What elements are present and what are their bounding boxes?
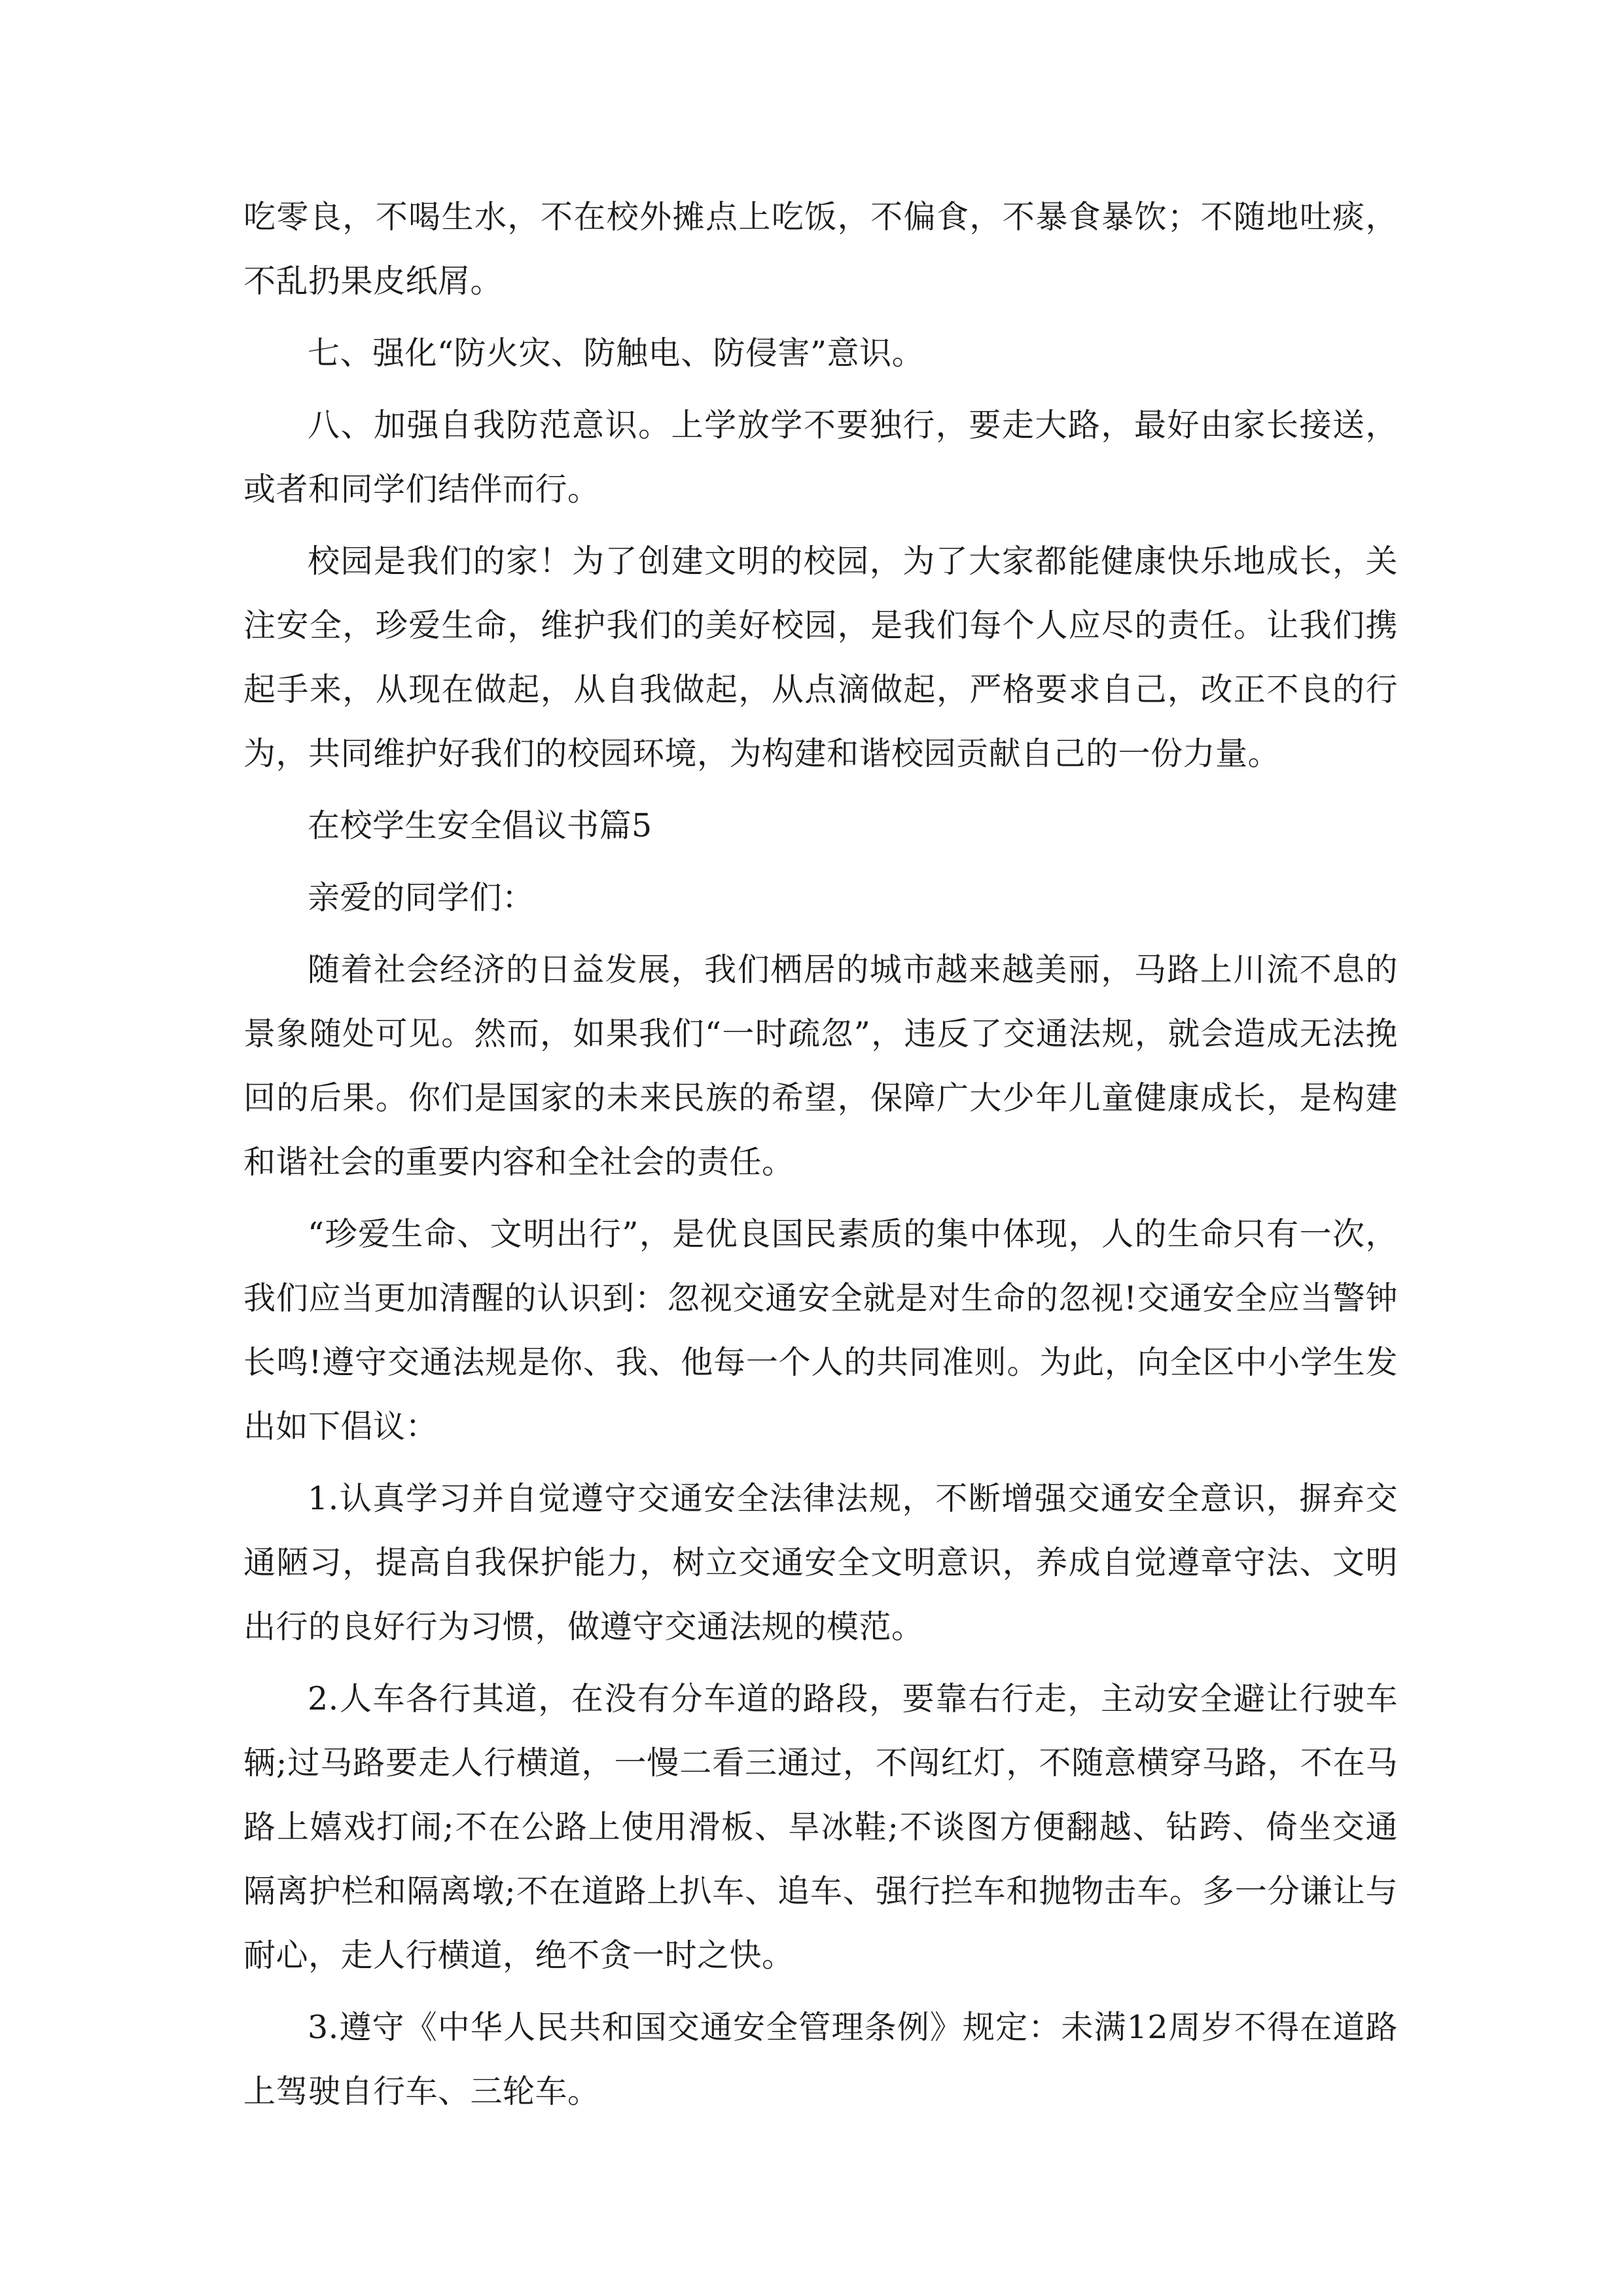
paragraph-cherish-life: “珍爱生命、文明出行”，是优良国民素质的集中体现，人的生命只有一次，我们应当更加清醒的认识到：忽视交通安全就是对生命的忽视!交通安全应当警钟长鸣!遵守交通法规是你、我、他每一个人的共同准则。为此，向全区中小学生发出如下倡议：	[243, 1215, 1398, 1445]
paragraph-item-8: 八、加强自我防范意识。上学放学不要独行，要走大路，最好由家长接送，或者和同学们结伴而行。	[243, 406, 1398, 508]
salutation: 亲爱的同学们：	[308, 879, 535, 916]
paragraph-intro: 随着社会经济的日益发展，我们栖居的城市越来越美丽，马路上川流不息的景象随处可见。然而，如果我们“一时疏忽”，违反了交通法规，就会造成无法挽回的后果。你们是国家的未来民族的希望，保障广大少年儿童健康成长，是构建和谐社会的重要内容和全社会的责任。	[243, 951, 1398, 1181]
paragraph-food-hygiene: 吃零良，不喝生水，不在校外摊点上吃饭，不偏食，不暴食暴饮；不随地吐痰，不乱扔果皮纸屑。	[243, 198, 1398, 300]
paragraph-point-3: 3.遵守《中华人民共和国交通安全管理条例》规定：未满12周岁不得在道路上驾驶自行车、三轮车。	[243, 2009, 1398, 2110]
section-title: 在校学生安全倡议书篇5	[308, 807, 652, 844]
paragraph-point-2: 2.人车各行其道，在没有分车道的路段，要靠右行走，主动安全避让行驶车辆;过马路要走人行横道，一慢二看三通过，不闯红灯，不随意横穿马路，不在马路上嬉戏打闹;不在公路上使用滑板、旱冰鞋;不谈图方便翻越、钻跨、倚坐交通隔离护栏和隔离墩;不在道路上扒车、追车、强行拦车和抛物击车。多一分谦让与耐心，走人行横道，绝不贪一时之快。	[243, 1680, 1398, 1974]
paragraph-point-1: 1.认真学习并自觉遵守交通安全法律法规，不断增强交通安全意识，摒弃交通陋习，提高自我保护能力，树立交通安全文明意识，养成自觉遵章守法、文明出行的良好行为习惯，做遵守交通法规的模范。	[243, 1480, 1398, 1645]
paragraph-item-7: 七、强化“防火灾、防触电、防侵害”意识。	[308, 334, 925, 372]
document-body	[243, 185, 1398, 2132]
paragraph-campus-home: 校园是我们的家！为了创建文明的校园，为了大家都能健康快乐地成长，关注安全，珍爱生命，维护我们的美好校园，是我们每个人应尽的责任。让我们携起手来，从现在做起，从自我做起，从点滴做起，严格要求自己，改正不良的行为，共同维护好我们的校园环境，为构建和谐校园贡献自己的一份力量。	[243, 543, 1398, 772]
